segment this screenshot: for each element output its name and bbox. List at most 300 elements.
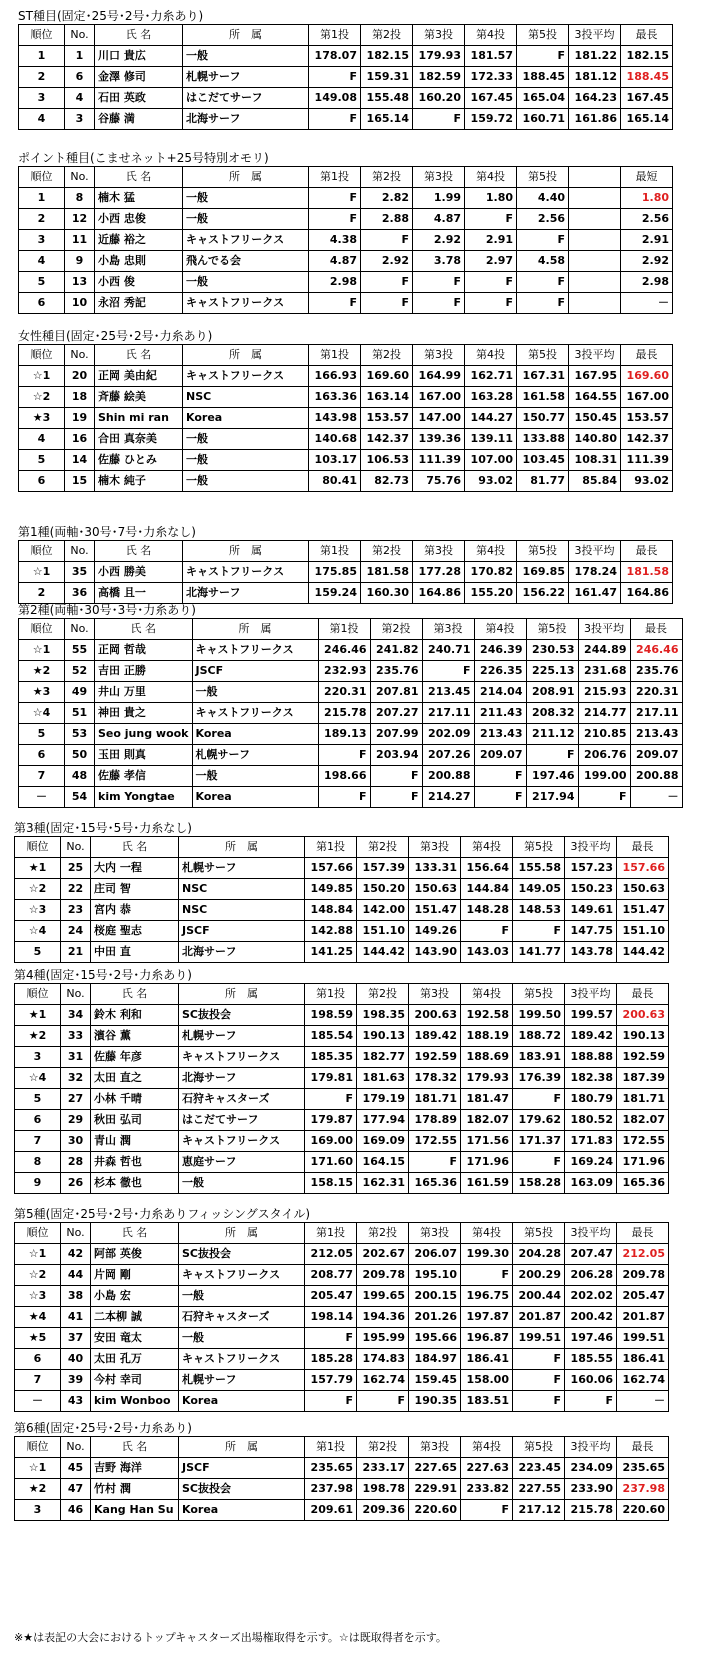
table-cell: 195.10 (409, 1265, 461, 1286)
table-cell: 200.42 (565, 1307, 617, 1328)
column-header: 第1投 (305, 1223, 357, 1244)
table-cell: ★2 (15, 1479, 61, 1500)
table-cell: 200.15 (409, 1286, 461, 1307)
table-cell: 佐藤 孝信 (95, 766, 193, 787)
table-cell: 北海サーフ (183, 583, 309, 604)
table-cell: 小島 忠則 (95, 251, 183, 272)
table-cell: 45 (61, 1458, 91, 1479)
table-cell: 206.76 (578, 745, 630, 766)
table-cell: 150.63 (409, 879, 461, 900)
column-header: 所 属 (179, 984, 305, 1005)
table-cell: NSC (183, 387, 309, 408)
table-cell: － (19, 787, 65, 808)
table-cell: 181.57 (465, 46, 517, 67)
table-cell: 2.88 (361, 209, 413, 230)
table-cell: 199.57 (565, 1005, 617, 1026)
table-cell: 3 (65, 109, 95, 130)
table-cell: 29 (61, 1110, 91, 1131)
table-row (15, 1307, 669, 1328)
table-cell: 177.94 (357, 1110, 409, 1131)
table-cell: 165.36 (617, 1173, 669, 1194)
table-row (19, 67, 673, 88)
column-header: 第3投 (409, 837, 461, 858)
table-cell: 199.65 (357, 1286, 409, 1307)
table-cell: 150.45 (569, 408, 621, 429)
table-cell: JSCF (179, 1458, 305, 1479)
table-cell: 180.79 (565, 1089, 617, 1110)
table-row (15, 942, 669, 963)
table-cell: F (465, 272, 517, 293)
table-cell: Korea (192, 787, 318, 808)
column-header: 第2投 (357, 837, 409, 858)
table-cell: 150.63 (617, 879, 669, 900)
table-cell: 151.10 (617, 921, 669, 942)
results-table (18, 540, 673, 604)
table-cell: 6 (15, 1349, 61, 1370)
table-cell: F (517, 230, 569, 251)
table-cell: 51 (65, 703, 95, 724)
table-cell: 160.20 (413, 88, 465, 109)
column-header: 第1投 (318, 619, 370, 640)
table-cell: 165.04 (517, 88, 569, 109)
table-row (19, 251, 673, 272)
column-header: 3投平均 (578, 619, 630, 640)
table-cell: ☆2 (15, 1265, 61, 1286)
section-title: 第3種(固定･15号･5号･力糸なし) (14, 821, 192, 835)
table-cell: 一般 (183, 209, 309, 230)
table-cell: 205.47 (305, 1286, 357, 1307)
table-cell: ☆1 (15, 1244, 61, 1265)
table-cell: 142.37 (621, 429, 673, 450)
table-cell: 濱谷 薫 (91, 1026, 179, 1047)
table-cell: 19 (65, 408, 95, 429)
table-cell: 一般 (183, 272, 309, 293)
table-cell: 140.68 (309, 429, 361, 450)
table-header-row (15, 1437, 669, 1458)
column-header: 最長 (617, 984, 669, 1005)
table-cell: 108.31 (569, 450, 621, 471)
table-cell: 220.31 (318, 682, 370, 703)
table-cell: ☆1 (19, 562, 65, 583)
table-cell: 165.14 (361, 109, 413, 130)
table-cell: 227.65 (409, 1458, 461, 1479)
table-cell: はこだてサーフ (183, 88, 309, 109)
table-cell: 142.00 (357, 900, 409, 921)
column-header: 第5投 (526, 619, 578, 640)
table-cell: 吉野 海洋 (91, 1458, 179, 1479)
table-cell: 一般 (183, 450, 309, 471)
table-cell: 164.99 (413, 366, 465, 387)
table-cell: 井山 万里 (95, 682, 193, 703)
column-header: 第5投 (513, 1223, 565, 1244)
table-cell: 38 (61, 1286, 91, 1307)
table-cell: 4 (19, 429, 65, 450)
table-cell: 183.91 (513, 1047, 565, 1068)
table-cell: F (309, 209, 361, 230)
table-cell: 149.61 (565, 900, 617, 921)
column-header: 所 属 (192, 619, 318, 640)
table-cell: 143.03 (461, 942, 513, 963)
table-cell: 169.60 (361, 366, 413, 387)
table-cell: 144.42 (357, 942, 409, 963)
column-header: 所 属 (183, 167, 309, 188)
table-cell: 2 (19, 67, 65, 88)
table-cell: 5 (15, 1089, 61, 1110)
table-cell: 172.33 (465, 67, 517, 88)
table-cell: 正岡 美由紀 (95, 366, 183, 387)
table-cell: 186.41 (617, 1349, 669, 1370)
table-cell: 148.84 (305, 900, 357, 921)
table-cell: 237.98 (305, 1479, 357, 1500)
section-title: 第5種(固定･25号･2号･力糸ありフィッシングスタイル) (14, 1207, 311, 1221)
table-cell: 220.31 (630, 682, 682, 703)
table-header-row (19, 25, 673, 46)
table-cell: 2.92 (361, 251, 413, 272)
results-table (14, 836, 669, 963)
table-cell: 151.47 (617, 900, 669, 921)
table-cell: 正岡 哲哉 (95, 640, 193, 661)
table-cell: 北海サーフ (179, 942, 305, 963)
table-cell: 秋田 弘司 (91, 1110, 179, 1131)
table-cell: 153.57 (361, 408, 413, 429)
table-cell: 吉田 正勝 (95, 661, 193, 682)
table-cell: 233.82 (461, 1479, 513, 1500)
column-header: 所 属 (179, 1437, 305, 1458)
table-cell: F (578, 787, 630, 808)
table-cell: 斉藤 絵美 (95, 387, 183, 408)
table-row (19, 640, 683, 661)
table-row (15, 1131, 669, 1152)
table-cell: 9 (65, 251, 95, 272)
table-row (19, 429, 673, 450)
table-cell: 44 (61, 1265, 91, 1286)
column-header: 最長 (621, 25, 673, 46)
results-table (18, 618, 683, 808)
column-header: 第3投 (413, 167, 465, 188)
table-row (19, 787, 683, 808)
table-cell: 158.15 (305, 1173, 357, 1194)
column-header: 氏 名 (95, 25, 183, 46)
table-cell: F (305, 1391, 357, 1412)
table-cell: 187.39 (617, 1068, 669, 1089)
table-cell: 141.25 (305, 942, 357, 963)
table-row (15, 1458, 669, 1479)
column-header: 第1投 (309, 541, 361, 562)
table-cell: 211.43 (474, 703, 526, 724)
table-cell: F (461, 1500, 513, 1521)
table-cell: 一般 (179, 1286, 305, 1307)
table-cell: 片岡 剛 (91, 1265, 179, 1286)
table-cell: Korea (179, 1391, 305, 1412)
table-cell: 40 (61, 1349, 91, 1370)
table-cell: 179.19 (357, 1089, 409, 1110)
column-header: 順位 (19, 167, 65, 188)
table-cell: F (461, 921, 513, 942)
table-cell: 27 (61, 1089, 91, 1110)
table-cell: 171.96 (617, 1152, 669, 1173)
table-cell: 182.15 (621, 46, 673, 67)
table-cell: 144.84 (461, 879, 513, 900)
table-cell: 4.87 (309, 251, 361, 272)
table-cell: 226.35 (474, 661, 526, 682)
column-header: No. (65, 345, 95, 366)
table-cell: 195.66 (409, 1328, 461, 1349)
table-cell: 153.57 (621, 408, 673, 429)
table-cell: 141.77 (513, 942, 565, 963)
table-cell: F (361, 230, 413, 251)
column-header: No. (61, 1223, 91, 1244)
table-cell: 200.29 (513, 1265, 565, 1286)
table-cell: 8 (15, 1152, 61, 1173)
table-cell: 2.91 (621, 230, 673, 251)
table-row (19, 293, 673, 314)
table-cell: 160.71 (517, 109, 569, 130)
table-cell: 82.73 (361, 471, 413, 492)
table-cell: 4.40 (517, 188, 569, 209)
table-row (15, 1244, 669, 1265)
table-cell: 195.99 (357, 1328, 409, 1349)
table-cell: 182.38 (565, 1068, 617, 1089)
table-cell: 2.56 (621, 209, 673, 230)
table-header-row (19, 619, 683, 640)
table-cell: 2.92 (413, 230, 465, 251)
table-cell: SC抜投会 (179, 1479, 305, 1500)
column-header: 最長 (617, 1223, 669, 1244)
table-cell: 181.71 (617, 1089, 669, 1110)
table-cell: 小西 忠俊 (95, 209, 183, 230)
column-header: 第3投 (413, 541, 465, 562)
table-cell: 1 (19, 188, 65, 209)
table-cell: 139.11 (465, 429, 517, 450)
column-header: 第2投 (361, 25, 413, 46)
table-cell: 208.77 (305, 1265, 357, 1286)
column-header: 第2投 (361, 167, 413, 188)
table-row (15, 858, 669, 879)
table-cell: 182.15 (361, 46, 413, 67)
table-cell: 谷藤 満 (95, 109, 183, 130)
table-cell: 12 (65, 209, 95, 230)
table-cell: 11 (65, 230, 95, 251)
table-cell: 199.30 (461, 1244, 513, 1265)
table-cell: 青山 潤 (91, 1131, 179, 1152)
table-cell: 3 (15, 1047, 61, 1068)
table-cell: 楠木 猛 (95, 188, 183, 209)
table-row (19, 88, 673, 109)
table-cell: 93.02 (621, 471, 673, 492)
table-cell: 174.83 (357, 1349, 409, 1370)
table-cell: 1 (19, 46, 65, 67)
table-cell: F (309, 188, 361, 209)
table-cell: 220.60 (617, 1500, 669, 1521)
table-cell: 24 (61, 921, 91, 942)
table-cell: 213.45 (422, 682, 474, 703)
table-cell: 192.59 (617, 1047, 669, 1068)
table-cell: 103.45 (517, 450, 569, 471)
table-cell: 53 (65, 724, 95, 745)
table-cell: 156.64 (461, 858, 513, 879)
table-cell: 176.39 (513, 1068, 565, 1089)
table-cell: 197.46 (565, 1328, 617, 1349)
table-cell: 188.19 (461, 1026, 513, 1047)
table-cell: 210.85 (578, 724, 630, 745)
column-header: 氏 名 (95, 541, 183, 562)
table-cell: 21 (61, 942, 91, 963)
table-cell: 恵庭サーフ (179, 1152, 305, 1173)
table-cell: F (526, 745, 578, 766)
table-row (19, 450, 673, 471)
table-cell: NSC (179, 900, 305, 921)
column-header: 最長 (621, 345, 673, 366)
table-row (19, 46, 673, 67)
table-cell: 163.14 (361, 387, 413, 408)
column-header: 第2投 (361, 345, 413, 366)
table-cell: 190.13 (617, 1026, 669, 1047)
table-cell: 172.55 (409, 1131, 461, 1152)
table-cell: 133.88 (517, 429, 569, 450)
table-cell: 177.28 (413, 562, 465, 583)
table-cell: 181.22 (569, 46, 621, 67)
table-cell: 155.20 (465, 583, 517, 604)
column-header: 第1投 (309, 25, 361, 46)
table-row (15, 1286, 669, 1307)
column-header: 第3投 (413, 345, 465, 366)
column-header: 順位 (19, 345, 65, 366)
table-cell: 竹村 潤 (91, 1479, 179, 1500)
table-cell: ★4 (15, 1307, 61, 1328)
section-title: 第4種(固定･15号･2号･力糸あり) (14, 968, 192, 982)
table-cell: 182.07 (617, 1110, 669, 1131)
table-cell: 2.92 (621, 251, 673, 272)
table-cell: 169.09 (357, 1131, 409, 1152)
column-header: 所 属 (179, 1223, 305, 1244)
section-title: ポイント種目(こませネット+25号特別オモリ) (18, 151, 269, 165)
table-cell: 179.93 (413, 46, 465, 67)
column-header: 所 属 (183, 345, 309, 366)
table-cell: 2.98 (309, 272, 361, 293)
table-cell: 157.39 (357, 858, 409, 879)
table-cell: 202.67 (357, 1244, 409, 1265)
column-header: 氏 名 (95, 345, 183, 366)
table-cell: 18 (65, 387, 95, 408)
table-cell: 156.22 (517, 583, 569, 604)
footnote: ※★は表記の大会におけるトップキャスターズ出場権取得を示す。☆は既取得者を示す。 (14, 1631, 447, 1644)
table-cell: 158.28 (513, 1173, 565, 1194)
table-cell: 149.85 (305, 879, 357, 900)
table-cell: 208.32 (526, 703, 578, 724)
table-cell: 181.63 (357, 1068, 409, 1089)
table-cell: 15 (65, 471, 95, 492)
table-cell: 171.37 (513, 1131, 565, 1152)
table-cell: 永沼 秀記 (95, 293, 183, 314)
table-cell: F (413, 272, 465, 293)
table-cell: 214.77 (578, 703, 630, 724)
table-cell: 198.35 (357, 1005, 409, 1026)
table-cell: 2.97 (465, 251, 517, 272)
table-cell: 庄司 智 (91, 879, 179, 900)
table-cell: Korea (179, 1500, 305, 1521)
column-header: No. (61, 984, 91, 1005)
table-cell: 140.80 (569, 429, 621, 450)
table-cell: 185.55 (565, 1349, 617, 1370)
table-cell: 207.26 (422, 745, 474, 766)
table-cell: 163.09 (565, 1173, 617, 1194)
table-cell: 181.71 (409, 1089, 461, 1110)
table-cell: 4 (19, 109, 65, 130)
column-header: 第1投 (309, 167, 361, 188)
table-cell: 2 (19, 583, 65, 604)
table-cell: 23 (61, 900, 91, 921)
table-cell (569, 188, 621, 209)
table-cell: 5 (15, 942, 61, 963)
table-cell: 147.00 (413, 408, 465, 429)
table-cell: 190.13 (357, 1026, 409, 1047)
column-header: 第5投 (517, 541, 569, 562)
table-cell: 48 (65, 766, 95, 787)
table-row (19, 562, 673, 583)
table-cell: 144.42 (617, 942, 669, 963)
table-cell: 小林 千晴 (91, 1089, 179, 1110)
table-cell: 143.78 (565, 942, 617, 963)
table-cell: 36 (65, 583, 95, 604)
table-cell: 今村 幸司 (91, 1370, 179, 1391)
table-cell: 199.51 (513, 1328, 565, 1349)
result-section (14, 967, 669, 1194)
column-header: 3投平均 (569, 541, 621, 562)
column-header: 3投平均 (565, 1437, 617, 1458)
table-cell: ☆3 (15, 1286, 61, 1307)
table-row (15, 900, 669, 921)
table-cell: 171.56 (461, 1131, 513, 1152)
column-header: 第3投 (409, 984, 461, 1005)
table-row (15, 1068, 669, 1089)
table-row (19, 703, 683, 724)
table-cell: 6 (19, 293, 65, 314)
table-cell: 200.88 (422, 766, 474, 787)
table-row (15, 1349, 669, 1370)
column-header: 氏 名 (91, 837, 179, 858)
table-header-row (19, 345, 673, 366)
table-cell: ★3 (19, 408, 65, 429)
table-row (19, 724, 683, 745)
table-cell: F (513, 1370, 565, 1391)
table-cell: F (474, 787, 526, 808)
table-cell: 157.79 (305, 1370, 357, 1391)
table-cell: F (318, 787, 370, 808)
table-row (15, 1152, 669, 1173)
column-header: 第4投 (474, 619, 526, 640)
table-cell: 217.11 (630, 703, 682, 724)
table-cell: ☆4 (15, 921, 61, 942)
table-cell: 一般 (192, 682, 318, 703)
table-cell: 235.76 (370, 661, 422, 682)
table-cell: 47 (61, 1479, 91, 1500)
column-header: 順位 (15, 984, 61, 1005)
table-cell: 246.46 (318, 640, 370, 661)
section-title: 第6種(固定･25号･2号･力糸あり) (14, 1421, 192, 1435)
table-cell: 46 (61, 1500, 91, 1521)
table-cell: 133.31 (409, 858, 461, 879)
table-cell: 106.53 (361, 450, 413, 471)
table-cell: ☆2 (15, 879, 61, 900)
table-cell: 200.44 (513, 1286, 565, 1307)
table-cell: 49 (65, 682, 95, 703)
table-cell: 148.53 (513, 900, 565, 921)
column-header: 第4投 (465, 345, 517, 366)
table-cell: 189.42 (565, 1026, 617, 1047)
table-cell: 75.76 (413, 471, 465, 492)
column-header: No. (65, 25, 95, 46)
table-cell: 184.97 (409, 1349, 461, 1370)
